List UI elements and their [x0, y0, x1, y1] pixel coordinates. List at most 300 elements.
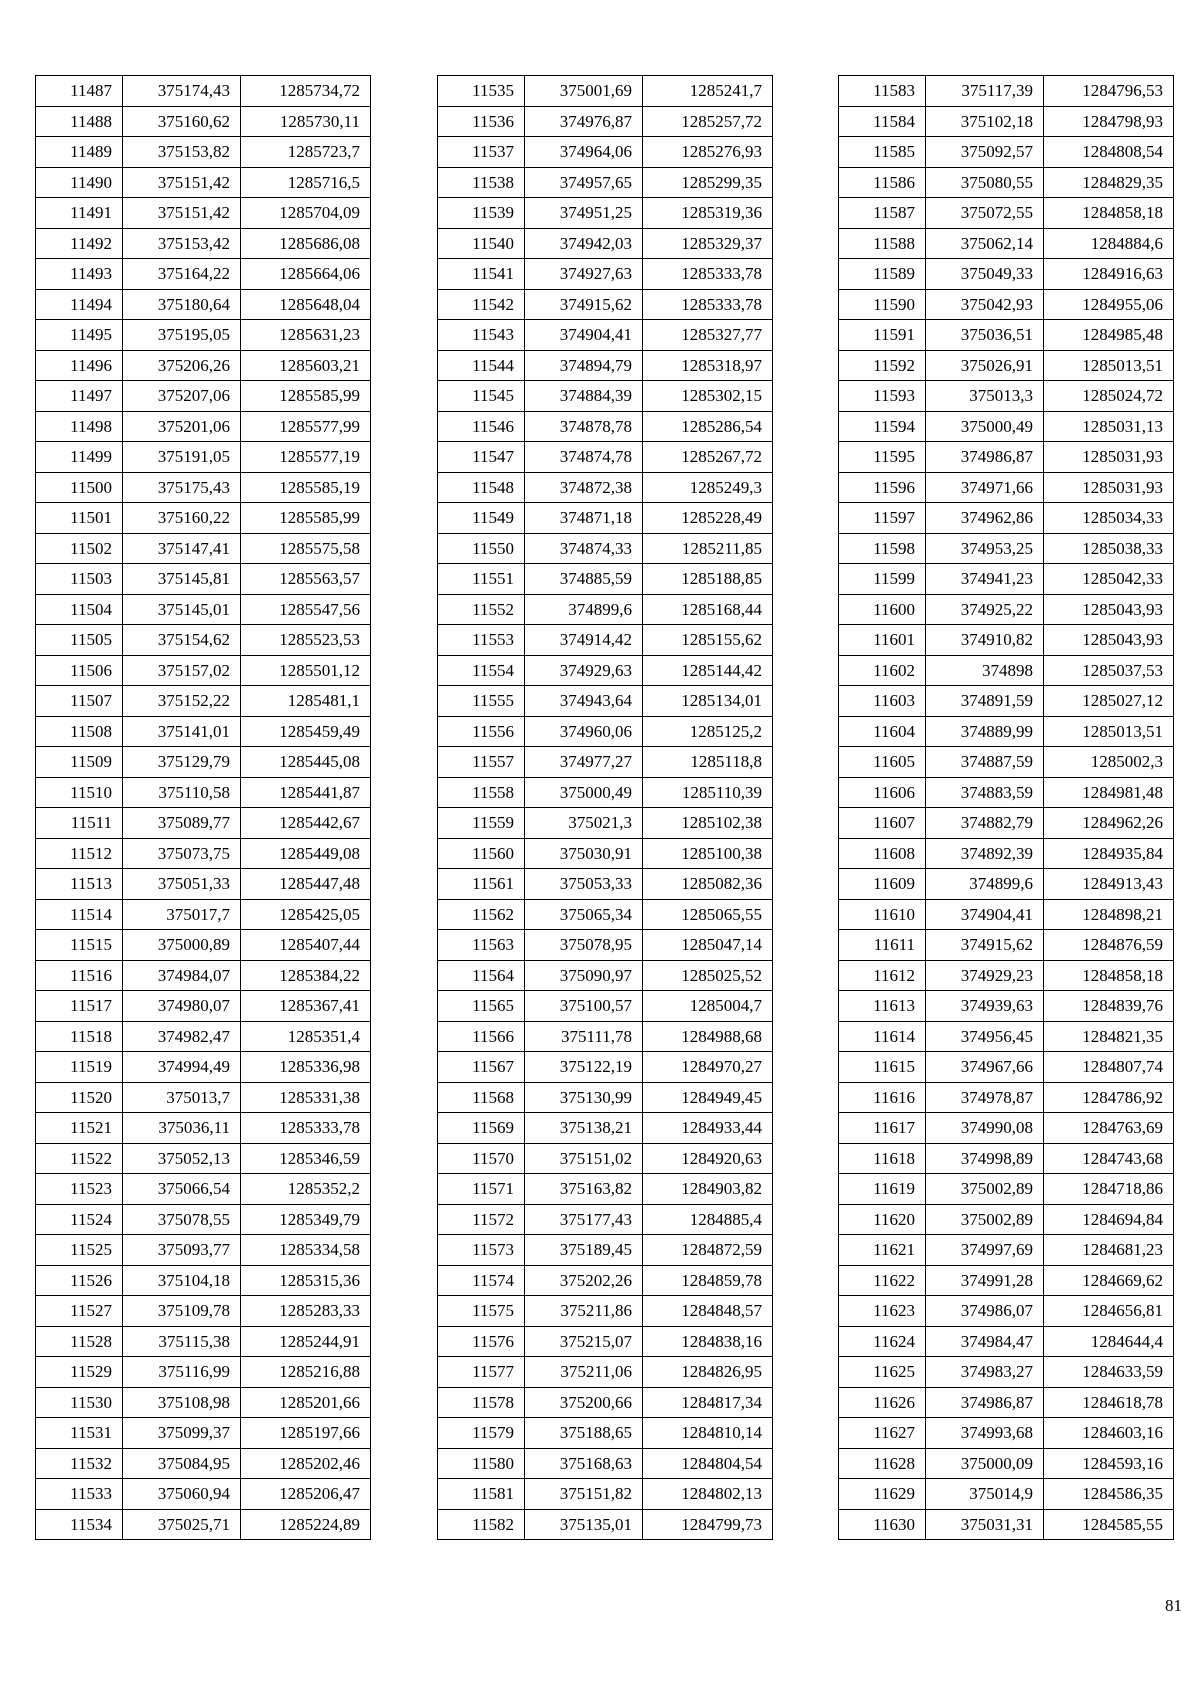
point-number-cell: 11605	[839, 747, 926, 778]
y-coordinate-cell: 1284858,18	[1044, 198, 1174, 229]
coordinate-table-2	[437, 75, 773, 1540]
x-coordinate-cell: 375189,45	[525, 1235, 643, 1266]
y-coordinate-cell: 1285333,78	[643, 259, 773, 290]
point-number-cell: 11598	[839, 533, 926, 564]
y-coordinate-cell: 1285027,12	[1044, 686, 1174, 717]
x-coordinate-cell: 375163,82	[525, 1174, 643, 1205]
x-coordinate-cell: 375013,7	[123, 1082, 241, 1113]
x-coordinate-cell: 375151,42	[123, 198, 241, 229]
x-coordinate-cell: 374915,62	[926, 930, 1044, 961]
table-row	[839, 137, 1174, 168]
y-coordinate-cell: 1285206,47	[241, 1479, 371, 1510]
y-coordinate-cell: 1284838,16	[643, 1326, 773, 1357]
y-coordinate-cell: 1285102,38	[643, 808, 773, 839]
y-coordinate-cell: 1284955,06	[1044, 289, 1174, 320]
point-number-cell: 11578	[438, 1387, 525, 1418]
point-number-cell: 11522	[36, 1143, 123, 1174]
y-coordinate-cell: 1285201,66	[241, 1387, 371, 1418]
point-number-cell: 11507	[36, 686, 123, 717]
y-coordinate-cell: 1284810,14	[643, 1418, 773, 1449]
y-coordinate-cell: 1285441,87	[241, 777, 371, 808]
point-number-cell: 11501	[36, 503, 123, 534]
x-coordinate-cell: 374977,27	[525, 747, 643, 778]
table-row	[36, 411, 371, 442]
y-coordinate-cell: 1284933,44	[643, 1113, 773, 1144]
table-row	[36, 1052, 371, 1083]
y-coordinate-cell: 1285031,93	[1044, 472, 1174, 503]
y-coordinate-cell: 1284808,54	[1044, 137, 1174, 168]
x-coordinate-cell: 374915,62	[525, 289, 643, 320]
point-number-cell: 11599	[839, 564, 926, 595]
x-coordinate-cell: 374885,59	[525, 564, 643, 595]
y-coordinate-cell: 1284949,45	[643, 1082, 773, 1113]
table-row	[438, 76, 773, 107]
x-coordinate-cell: 374894,79	[525, 350, 643, 381]
table-row	[438, 655, 773, 686]
point-number-cell: 11527	[36, 1296, 123, 1327]
table-row	[36, 198, 371, 229]
x-coordinate-cell: 375108,98	[123, 1387, 241, 1418]
point-number-cell: 11629	[839, 1479, 926, 1510]
table-row	[36, 564, 371, 595]
table-row	[36, 869, 371, 900]
table-row	[36, 1235, 371, 1266]
x-coordinate-cell: 375211,86	[525, 1296, 643, 1327]
x-coordinate-cell: 375175,43	[123, 472, 241, 503]
point-number-cell: 11619	[839, 1174, 926, 1205]
y-coordinate-cell: 1284872,59	[643, 1235, 773, 1266]
table-row	[36, 1479, 371, 1510]
table-row	[36, 1265, 371, 1296]
point-number-cell: 11580	[438, 1448, 525, 1479]
x-coordinate-cell: 375060,94	[123, 1479, 241, 1510]
x-coordinate-cell: 375145,01	[123, 594, 241, 625]
x-coordinate-cell: 374990,08	[926, 1113, 1044, 1144]
point-number-cell: 11595	[839, 442, 926, 473]
y-coordinate-cell: 1284802,13	[643, 1479, 773, 1510]
point-number-cell: 11579	[438, 1418, 525, 1449]
point-number-cell: 11625	[839, 1357, 926, 1388]
x-coordinate-cell: 374887,59	[926, 747, 1044, 778]
y-coordinate-cell: 1285648,04	[241, 289, 371, 320]
y-coordinate-cell: 1285730,11	[241, 106, 371, 137]
y-coordinate-cell: 1285228,49	[643, 503, 773, 534]
point-number-cell: 11533	[36, 1479, 123, 1510]
y-coordinate-cell: 1284935,84	[1044, 838, 1174, 869]
point-number-cell: 11541	[438, 259, 525, 290]
table-row	[36, 1326, 371, 1357]
x-coordinate-cell: 375100,57	[525, 991, 643, 1022]
y-coordinate-cell: 1284920,63	[643, 1143, 773, 1174]
point-number-cell: 11552	[438, 594, 525, 625]
y-coordinate-cell: 1285575,58	[241, 533, 371, 564]
y-coordinate-cell: 1285723,7	[241, 137, 371, 168]
x-coordinate-cell: 375201,06	[123, 411, 241, 442]
table-row	[36, 1296, 371, 1327]
point-number-cell: 11628	[839, 1448, 926, 1479]
table-row	[839, 1265, 1174, 1296]
y-coordinate-cell: 1285331,38	[241, 1082, 371, 1113]
table-row	[36, 655, 371, 686]
x-coordinate-cell: 375051,33	[123, 869, 241, 900]
y-coordinate-cell: 1284988,68	[643, 1021, 773, 1052]
point-number-cell: 11529	[36, 1357, 123, 1388]
y-coordinate-cell: 1284848,57	[643, 1296, 773, 1327]
x-coordinate-cell: 374994,49	[123, 1052, 241, 1083]
y-coordinate-cell: 1284681,23	[1044, 1235, 1174, 1266]
x-coordinate-cell: 375017,7	[123, 899, 241, 930]
point-number-cell: 11559	[438, 808, 525, 839]
point-number-cell: 11517	[36, 991, 123, 1022]
point-number-cell: 11496	[36, 350, 123, 381]
x-coordinate-cell: 374871,18	[525, 503, 643, 534]
table-row	[438, 503, 773, 534]
point-number-cell: 11551	[438, 564, 525, 595]
y-coordinate-cell: 1285384,22	[241, 960, 371, 991]
point-number-cell: 11544	[438, 350, 525, 381]
y-coordinate-cell: 1285319,36	[643, 198, 773, 229]
table-row	[438, 1021, 773, 1052]
y-coordinate-cell: 1285286,54	[643, 411, 773, 442]
point-number-cell: 11618	[839, 1143, 926, 1174]
y-coordinate-cell: 1284981,48	[1044, 777, 1174, 808]
table-row	[438, 1296, 773, 1327]
y-coordinate-cell: 1285042,33	[1044, 564, 1174, 595]
y-coordinate-cell: 1285318,97	[643, 350, 773, 381]
point-number-cell: 11525	[36, 1235, 123, 1266]
y-coordinate-cell: 1284603,16	[1044, 1418, 1174, 1449]
x-coordinate-cell: 374984,07	[123, 960, 241, 991]
x-coordinate-cell: 375109,78	[123, 1296, 241, 1327]
y-coordinate-cell: 1285603,21	[241, 350, 371, 381]
table-row	[438, 1235, 773, 1266]
table-row	[36, 991, 371, 1022]
x-coordinate-cell: 375174,43	[123, 76, 241, 107]
point-number-cell: 11534	[36, 1509, 123, 1540]
table-row	[839, 442, 1174, 473]
table-row	[839, 808, 1174, 839]
point-number-cell: 11572	[438, 1204, 525, 1235]
x-coordinate-cell: 374889,99	[926, 716, 1044, 747]
y-coordinate-cell: 1285043,93	[1044, 594, 1174, 625]
x-coordinate-cell: 375036,11	[123, 1113, 241, 1144]
table-row	[438, 1448, 773, 1479]
point-number-cell: 11504	[36, 594, 123, 625]
table-row	[36, 76, 371, 107]
table-row	[438, 838, 773, 869]
table-row	[839, 1143, 1174, 1174]
x-coordinate-cell: 374929,23	[926, 960, 1044, 991]
table-row	[36, 289, 371, 320]
point-number-cell: 11574	[438, 1265, 525, 1296]
table-row	[839, 625, 1174, 656]
point-number-cell: 11567	[438, 1052, 525, 1083]
point-number-cell: 11584	[839, 106, 926, 137]
x-coordinate-cell: 375138,21	[525, 1113, 643, 1144]
table-row	[839, 747, 1174, 778]
point-number-cell: 11548	[438, 472, 525, 503]
table-row	[438, 1418, 773, 1449]
y-coordinate-cell: 1285224,89	[241, 1509, 371, 1540]
point-number-cell: 11491	[36, 198, 123, 229]
table-row	[36, 259, 371, 290]
table-row	[839, 1113, 1174, 1144]
x-coordinate-cell: 374891,59	[926, 686, 1044, 717]
point-number-cell: 11557	[438, 747, 525, 778]
table-row	[438, 869, 773, 900]
point-number-cell: 11555	[438, 686, 525, 717]
x-coordinate-cell: 375153,42	[123, 228, 241, 259]
table-row	[839, 1326, 1174, 1357]
point-number-cell: 11577	[438, 1357, 525, 1388]
y-coordinate-cell: 1285118,8	[643, 747, 773, 778]
x-coordinate-cell: 374884,39	[525, 381, 643, 412]
y-coordinate-cell: 1285547,56	[241, 594, 371, 625]
y-coordinate-cell: 1285197,66	[241, 1418, 371, 1449]
point-number-cell: 11617	[839, 1113, 926, 1144]
y-coordinate-cell: 1285501,12	[241, 655, 371, 686]
y-coordinate-cell: 1285585,99	[241, 381, 371, 412]
x-coordinate-cell: 375052,13	[123, 1143, 241, 1174]
y-coordinate-cell: 1285577,99	[241, 411, 371, 442]
table-row	[839, 350, 1174, 381]
table-row	[36, 1509, 371, 1540]
y-coordinate-cell: 1284859,78	[643, 1265, 773, 1296]
table-row	[36, 1448, 371, 1479]
point-number-cell: 11587	[839, 198, 926, 229]
table-row	[839, 716, 1174, 747]
x-coordinate-cell: 375153,82	[123, 137, 241, 168]
x-coordinate-cell: 374892,39	[926, 838, 1044, 869]
x-coordinate-cell: 375013,3	[926, 381, 1044, 412]
table-row	[438, 350, 773, 381]
x-coordinate-cell: 375202,26	[525, 1265, 643, 1296]
y-coordinate-cell: 1284656,81	[1044, 1296, 1174, 1327]
y-coordinate-cell: 1285585,19	[241, 472, 371, 503]
table-row	[36, 625, 371, 656]
point-number-cell: 11545	[438, 381, 525, 412]
table-row	[438, 411, 773, 442]
point-number-cell: 11505	[36, 625, 123, 656]
point-number-cell: 11585	[839, 137, 926, 168]
y-coordinate-cell: 1285329,37	[643, 228, 773, 259]
x-coordinate-cell: 374904,41	[525, 320, 643, 351]
table-row	[438, 716, 773, 747]
y-coordinate-cell: 1284743,68	[1044, 1143, 1174, 1174]
x-coordinate-cell: 375104,18	[123, 1265, 241, 1296]
y-coordinate-cell: 1285442,67	[241, 808, 371, 839]
x-coordinate-cell: 375090,97	[525, 960, 643, 991]
y-coordinate-cell: 1285351,4	[241, 1021, 371, 1052]
table-row	[438, 808, 773, 839]
y-coordinate-cell: 1285065,55	[643, 899, 773, 930]
point-number-cell: 11601	[839, 625, 926, 656]
point-number-cell: 11535	[438, 76, 525, 107]
point-number-cell: 11556	[438, 716, 525, 747]
x-coordinate-cell: 375062,14	[926, 228, 1044, 259]
point-number-cell: 11493	[36, 259, 123, 290]
y-coordinate-cell: 1285346,59	[241, 1143, 371, 1174]
point-number-cell: 11615	[839, 1052, 926, 1083]
point-number-cell: 11503	[36, 564, 123, 595]
x-coordinate-cell: 375135,01	[525, 1509, 643, 1540]
table-row	[839, 1204, 1174, 1235]
table-row	[438, 442, 773, 473]
y-coordinate-cell: 1285333,78	[241, 1113, 371, 1144]
table-row	[36, 930, 371, 961]
table-row	[839, 1479, 1174, 1510]
x-coordinate-cell: 375191,05	[123, 442, 241, 473]
table-row	[36, 442, 371, 473]
point-number-cell: 11622	[839, 1265, 926, 1296]
point-number-cell: 11600	[839, 594, 926, 625]
y-coordinate-cell: 1284798,93	[1044, 106, 1174, 137]
point-number-cell: 11489	[36, 137, 123, 168]
y-coordinate-cell: 1285013,51	[1044, 716, 1174, 747]
x-coordinate-cell: 375154,62	[123, 625, 241, 656]
y-coordinate-cell: 1285267,72	[643, 442, 773, 473]
point-number-cell: 11583	[839, 76, 926, 107]
table-row	[438, 1143, 773, 1174]
x-coordinate-cell: 374976,87	[525, 106, 643, 137]
y-coordinate-cell: 1284903,82	[643, 1174, 773, 1205]
table-row	[438, 594, 773, 625]
point-number-cell: 11497	[36, 381, 123, 412]
table-row	[438, 320, 773, 351]
table-row	[36, 167, 371, 198]
point-number-cell: 11530	[36, 1387, 123, 1418]
x-coordinate-cell: 374927,63	[525, 259, 643, 290]
y-coordinate-cell: 1285244,91	[241, 1326, 371, 1357]
x-coordinate-cell: 374971,66	[926, 472, 1044, 503]
table-row	[438, 777, 773, 808]
x-coordinate-cell: 374957,65	[525, 167, 643, 198]
y-coordinate-cell: 1285336,98	[241, 1052, 371, 1083]
y-coordinate-cell: 1285025,52	[643, 960, 773, 991]
x-coordinate-cell: 375211,06	[525, 1357, 643, 1388]
y-coordinate-cell: 1284817,34	[643, 1387, 773, 1418]
y-coordinate-cell: 1285211,85	[643, 533, 773, 564]
point-number-cell: 11589	[839, 259, 926, 290]
x-coordinate-cell: 374967,66	[926, 1052, 1044, 1083]
y-coordinate-cell: 1285563,57	[241, 564, 371, 595]
point-number-cell: 11613	[839, 991, 926, 1022]
table-row	[438, 564, 773, 595]
table-row	[36, 747, 371, 778]
x-coordinate-cell: 375078,55	[123, 1204, 241, 1235]
point-number-cell: 11512	[36, 838, 123, 869]
table-row	[438, 899, 773, 930]
point-number-cell: 11561	[438, 869, 525, 900]
point-number-cell: 11586	[839, 167, 926, 198]
table-row	[839, 533, 1174, 564]
point-number-cell: 11542	[438, 289, 525, 320]
x-coordinate-cell: 375002,89	[926, 1174, 1044, 1205]
x-coordinate-cell: 374960,06	[525, 716, 643, 747]
x-coordinate-cell: 375188,65	[525, 1418, 643, 1449]
table-row	[438, 259, 773, 290]
y-coordinate-cell: 1285202,46	[241, 1448, 371, 1479]
point-number-cell: 11606	[839, 777, 926, 808]
x-coordinate-cell: 374914,42	[525, 625, 643, 656]
y-coordinate-cell: 1285257,72	[643, 106, 773, 137]
y-coordinate-cell: 1284916,63	[1044, 259, 1174, 290]
y-coordinate-cell: 1285034,33	[1044, 503, 1174, 534]
y-coordinate-cell: 1285038,33	[1044, 533, 1174, 564]
point-number-cell: 11521	[36, 1113, 123, 1144]
point-number-cell: 11492	[36, 228, 123, 259]
table-row	[839, 259, 1174, 290]
table-row	[438, 1387, 773, 1418]
table-row	[438, 1052, 773, 1083]
x-coordinate-cell: 374953,25	[926, 533, 1044, 564]
x-coordinate-cell: 374986,07	[926, 1296, 1044, 1327]
y-coordinate-cell: 1285352,2	[241, 1174, 371, 1205]
y-coordinate-cell: 1285168,44	[643, 594, 773, 625]
x-coordinate-cell: 375180,64	[123, 289, 241, 320]
y-coordinate-cell: 1284821,35	[1044, 1021, 1174, 1052]
y-coordinate-cell: 1284694,84	[1044, 1204, 1174, 1235]
table-row	[36, 808, 371, 839]
x-coordinate-cell: 375177,43	[525, 1204, 643, 1235]
y-coordinate-cell: 1285349,79	[241, 1204, 371, 1235]
point-number-cell: 11575	[438, 1296, 525, 1327]
x-coordinate-cell: 375145,81	[123, 564, 241, 595]
point-number-cell: 11543	[438, 320, 525, 351]
x-coordinate-cell: 375195,05	[123, 320, 241, 351]
point-number-cell: 11515	[36, 930, 123, 961]
x-coordinate-cell: 374883,59	[926, 777, 1044, 808]
table-row	[839, 411, 1174, 442]
point-number-cell: 11608	[839, 838, 926, 869]
x-coordinate-cell: 375080,55	[926, 167, 1044, 198]
point-number-cell: 11571	[438, 1174, 525, 1205]
point-number-cell: 11626	[839, 1387, 926, 1418]
table-row	[36, 777, 371, 808]
x-coordinate-cell: 375115,38	[123, 1326, 241, 1357]
x-coordinate-cell: 374998,89	[926, 1143, 1044, 1174]
table-row	[839, 960, 1174, 991]
x-coordinate-cell: 375160,22	[123, 503, 241, 534]
y-coordinate-cell: 1285367,41	[241, 991, 371, 1022]
x-coordinate-cell: 375130,99	[525, 1082, 643, 1113]
point-number-cell: 11607	[839, 808, 926, 839]
table-row	[36, 838, 371, 869]
point-number-cell: 11549	[438, 503, 525, 534]
x-coordinate-cell: 375066,54	[123, 1174, 241, 1205]
point-number-cell: 11540	[438, 228, 525, 259]
table-row	[839, 1448, 1174, 1479]
table-row	[839, 320, 1174, 351]
table-row	[36, 533, 371, 564]
y-coordinate-cell: 1284804,54	[643, 1448, 773, 1479]
y-coordinate-cell: 1285004,7	[643, 991, 773, 1022]
table-row	[36, 381, 371, 412]
y-coordinate-cell: 1285734,72	[241, 76, 371, 107]
table-row	[438, 1479, 773, 1510]
x-coordinate-cell: 375072,55	[926, 198, 1044, 229]
table-row	[438, 167, 773, 198]
x-coordinate-cell: 375151,82	[525, 1479, 643, 1510]
y-coordinate-cell: 1284913,43	[1044, 869, 1174, 900]
table-row	[839, 1296, 1174, 1327]
table-row	[36, 1387, 371, 1418]
point-number-cell: 11513	[36, 869, 123, 900]
y-coordinate-cell: 1285100,38	[643, 838, 773, 869]
table-row	[36, 350, 371, 381]
point-number-cell: 11596	[839, 472, 926, 503]
y-coordinate-cell: 1284633,59	[1044, 1357, 1174, 1388]
